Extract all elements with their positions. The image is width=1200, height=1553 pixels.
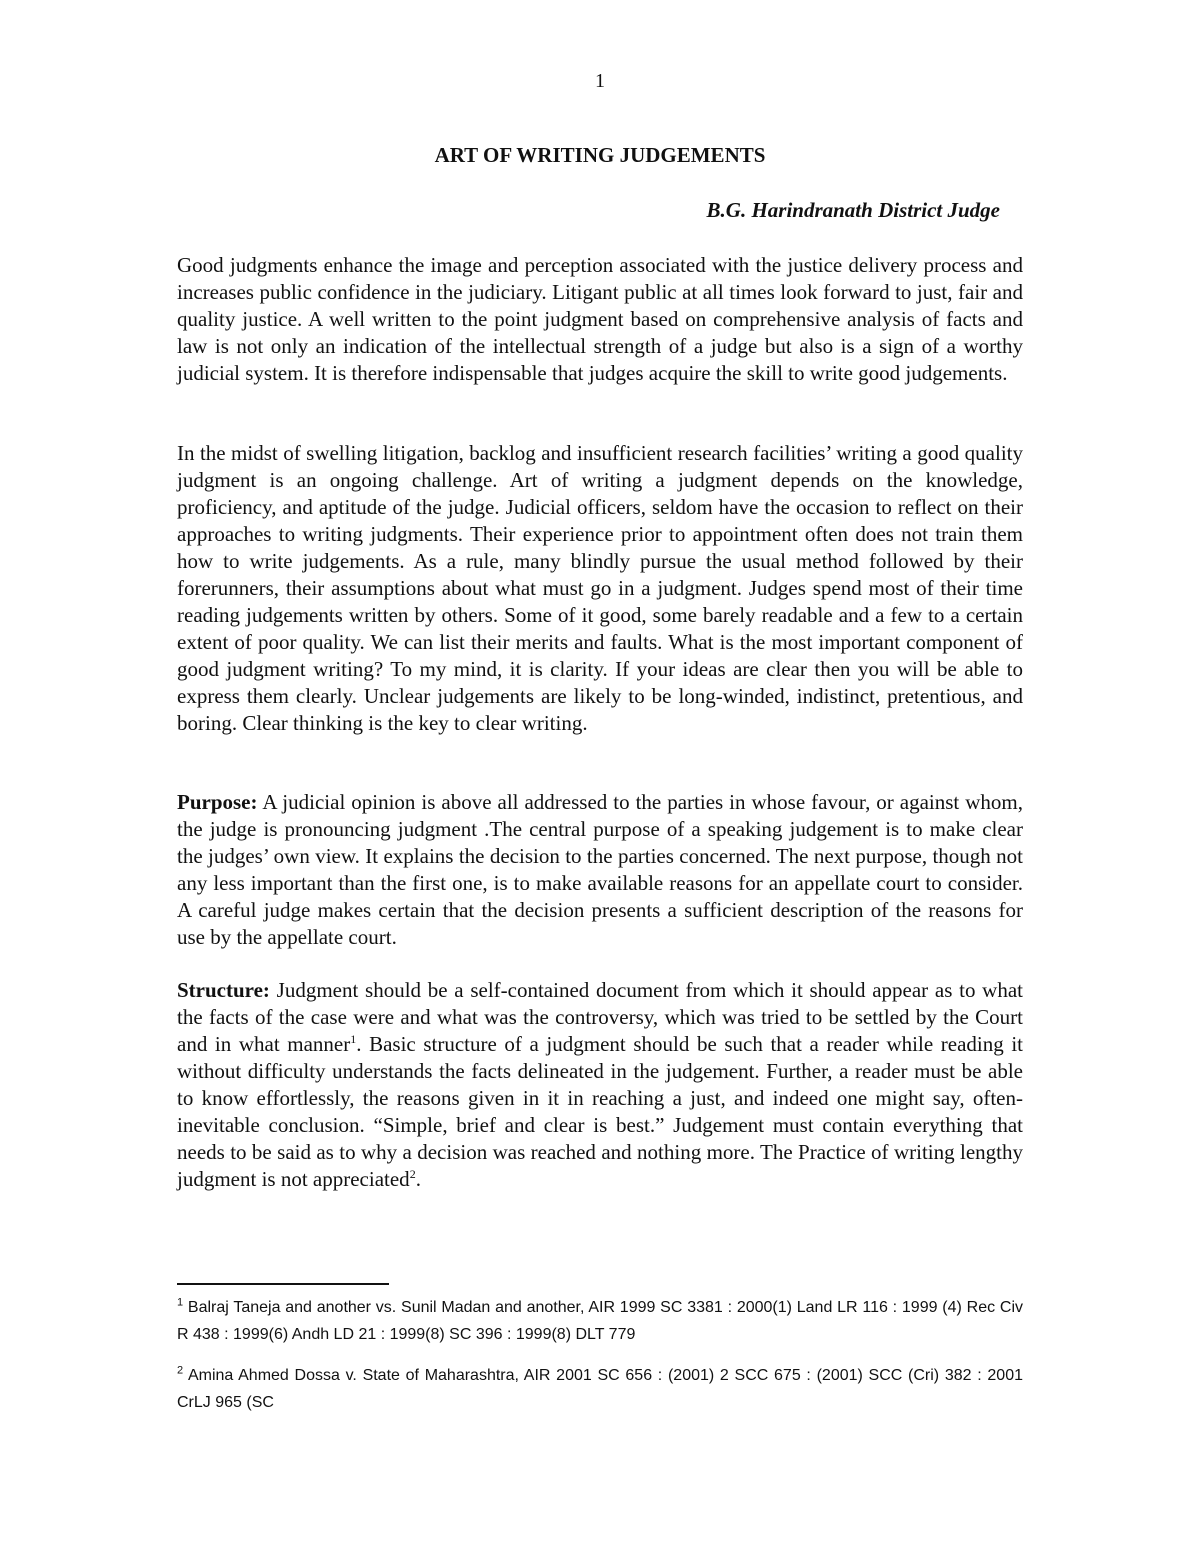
paragraph-purpose bbox=[177, 789, 1023, 951]
footnote-divider bbox=[177, 1283, 389, 1285]
footnote-text-2: Amina Ahmed Dossa v. State of Maharashtra, AIR 2001 SC 656 : (2001) 2 SCC 675 : (2001) SCC (Cri) 382 : 2001 CrLJ 965 (SC bbox=[177, 1367, 1023, 1411]
purpose-text: A judicial opinion is above all addressed to the parties in whose favour, or against whom, the judge is pronouncing judgment .The central purpose of a speaking judgement is to make clear the judges’ own view. It explains the decision to the parties concerned. The next purpose, though not any less important than the first one, is to make available reasons for an appellate court to consider. A careful judge makes certain that the decision presents a sufficient description of the reasons for use by the appellate court. bbox=[177, 790, 1023, 949]
document-title: ART OF WRITING JUDGEMENTS bbox=[434, 143, 766, 167]
footnote-reference-2: 2 bbox=[409, 1167, 416, 1181]
footnote-mark-2: 2 bbox=[177, 1364, 184, 1377]
author-line: B.G. Harindranath District Judge bbox=[706, 198, 1000, 222]
footnote-text-1: Balraj Taneja and another vs. Sunil Madan and another, AIR 1999 SC 3381 : 2000(1) Land LR 116 : 1999 (4) Rec Civ R 438 : 1999(6) Andh LD 21 : 1999(8) SC 396 : 1999(8) DLT 779 bbox=[177, 1299, 1023, 1343]
purpose-heading: Purpose: bbox=[177, 790, 258, 814]
footnote-2 bbox=[177, 1362, 1023, 1416]
footnote-mark-1: 1 bbox=[177, 1296, 184, 1309]
structure-heading: Structure: bbox=[177, 978, 270, 1002]
footnote-reference-1: 1 bbox=[350, 1032, 357, 1046]
footnote-1 bbox=[177, 1294, 1023, 1348]
paragraph-challenges: In the midst of swelling litigation, backlog and insufficient research facilities’ writing a good quality judgment is an ongoing challenge. Art of writing a judgment depends on the knowledge, proficiency, and aptitude of the judge. Judicial officers, seldom have the occasion to reflect on their approaches to writing judgments. Their experience prior to appointment often does not train them how to write judgements. As a rule, many blindly pursue the usual method followed by their forerunners, their assumptions about what must go in a judgment. Judges spend most of their time reading judgements written by others. Some of it good, some barely readable and a few to a certain extent of poor quality. We can list their merits and faults. What is the most important component of good judgment writing? To my mind, it is clarity. If your ideas are clear then you will be able to express them clearly. Unclear judgements are likely to be long-winded, indistinct, pretentious, and boring. Clear thinking is the key to clear writing. bbox=[177, 441, 1023, 735]
paragraph-introduction: Good judgments enhance the image and perception associated with the justice delivery process and increases public confidence in the judiciary. Litigant public at all times look forward to just, fair and quality justice. A well written to the point judgment based on comprehensive analysis of facts and law is not only an indication of the intellectual strength of a judge but also is a sign of a worthy judicial system. It is therefore indispensable that judges acquire the skill to write good judgements. bbox=[177, 253, 1023, 385]
paragraph-structure bbox=[177, 977, 1023, 1193]
structure-text-part2: . Basic structure of a judgment should be such that a reader while reading it without difficulty understands the facts delineated in the judgement. Further, a reader must be able to know effortlessly, the reasons given in it in reaching a just, and indeed one might say, often-inevitable conclusion. “Simple, brief and clear is best.” Judgement must contain everything that needs to be said as to why a decision was reached and nothing more. The Practice of writing lengthy judgment is not appreciated bbox=[177, 1032, 1024, 1191]
structure-text-part3: . bbox=[415, 1167, 421, 1191]
page-number: 1 bbox=[595, 70, 605, 92]
structure-text-part1: Judgment should be a self-contained document from which it should appear as to what the facts of the case were and what was the controversy, which was tried to be settled by the Court and in what manner bbox=[177, 978, 1023, 1056]
